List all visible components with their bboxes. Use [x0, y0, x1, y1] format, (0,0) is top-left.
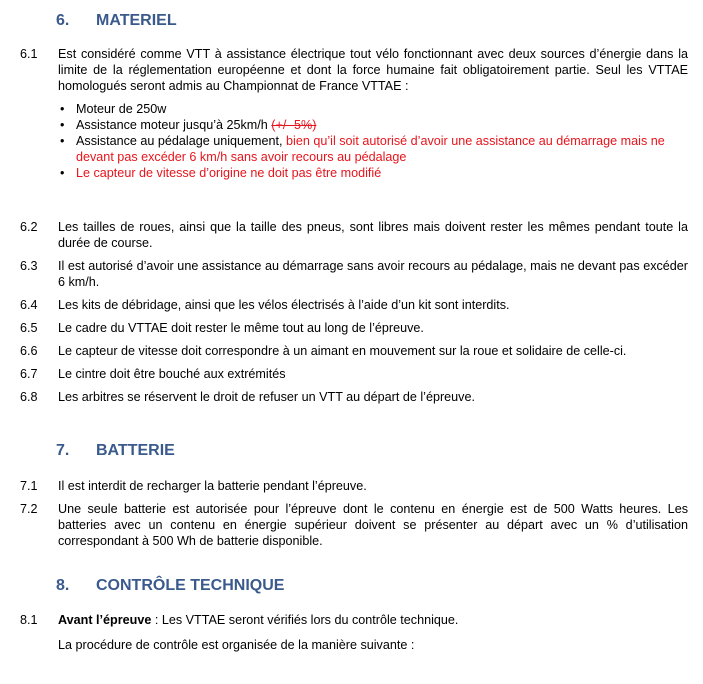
bullet-item [58, 133, 690, 165]
article-7-1 [20, 478, 688, 494]
article-text [58, 612, 688, 628]
article-number: 6.5 [20, 321, 38, 335]
article-number: 8.1 [20, 613, 38, 627]
article-text: Le cintre doit être bouché aux extrémités [58, 367, 286, 381]
article-6-6 [20, 343, 688, 359]
paragraph-text: La procédure de contrôle est organisée de la manière suivante : [58, 638, 415, 652]
article-text: Il est interdit de recharger la batterie pendant l’épreuve. [58, 479, 367, 493]
bullet-item [58, 117, 690, 133]
red-amendment-text: Le capteur de vitesse d’origine ne doit pas être modifié [76, 166, 382, 180]
materiel-bullet-list [58, 101, 690, 181]
article-7-2 [20, 501, 688, 549]
article-text: Le capteur de vitesse doit correspondre à un aimant en mouvement sur la roue et solidaire de celle-ci. [58, 344, 627, 358]
section-heading-batterie [56, 442, 175, 460]
article-number: 6.4 [20, 298, 38, 312]
article-number: 6.3 [20, 259, 38, 273]
article-6-4 [20, 297, 688, 313]
article-text: Une seule batterie est autorisée pour l’épreuve dont le contenu en énergie est de 500 Watts heures. Les batteries avec un contenu en énergie supérieur doivent se présenter au départ avec un % d’utilisation correspondant à 500 Wh de batterie disponible. [58, 502, 688, 548]
article-text: Il est autorisé d’avoir une assistance au démarrage sans avoir recours au pédalage, mais ne devant pas excéder 6 km/h. [58, 259, 688, 289]
article-6-5 [20, 320, 688, 336]
section-title: BATTERIE [96, 442, 175, 459]
article-6-3 [20, 258, 688, 290]
article-text: Le cadre du VTTAE doit rester le même tout au long de l’épreuve. [58, 321, 424, 335]
section-heading-controle-technique [56, 577, 284, 595]
section-number: 8. [56, 577, 70, 594]
article-8-1 [20, 612, 688, 628]
article-6-8 [20, 389, 688, 405]
bullet-text: Assistance au pédalage uniquement, [76, 134, 287, 148]
bullet-text: Moteur de 250w [76, 102, 167, 116]
article-number: 6.8 [20, 390, 38, 404]
article-text: Les kits de débridage, ainsi que les vélos électrisés à l’aide d’un kit sont interdits. [58, 298, 510, 312]
red-amendment-text: bien qu’il soit autorisé d’avoir une assistance au démarrage mais ne devant pas excéder 6 km/h sans avoir recours au pédalage [76, 134, 665, 164]
bullet-item [58, 165, 690, 181]
bold-lead: Avant l’épreuve [58, 613, 152, 627]
section-number: 7. [56, 442, 70, 459]
article-number: 7.2 [20, 502, 38, 516]
bullet-item [58, 101, 690, 117]
section-number: 6. [56, 12, 70, 29]
article-6-7 [20, 366, 688, 382]
section-title: MATERIEL [96, 12, 177, 29]
article-number: 6.2 [20, 220, 38, 234]
article-number: 6.1 [20, 47, 38, 61]
section-heading-materiel [56, 12, 177, 30]
section-title: CONTRÔLE TECHNIQUE [96, 577, 285, 594]
article-body: : Les VTTAE seront vérifiés lors du contrôle technique. [151, 613, 459, 627]
bullet-text: Assistance moteur jusqu’à 25km/h [76, 118, 272, 132]
article-number: 7.1 [20, 479, 38, 493]
procedure-paragraph [20, 637, 688, 653]
article-text: Les tailles de roues, ainsi que la taille des pneus, sont libres mais doivent rester les mêmes pendant toute la durée de course. [58, 220, 688, 250]
article-6-1 [20, 46, 688, 94]
article-text: Les arbitres se réservent le droit de refuser un VTT au départ de l’épreuve. [58, 390, 475, 404]
struck-text: (+/- 5%) [271, 118, 317, 132]
article-number: 6.6 [20, 344, 38, 358]
article-text: Est considéré comme VTT à assistance électrique tout vélo fonctionnant avec deux sources d’énergie dans la limite de la réglementation européenne et dont la force humaine fait obligatoirement partie. Seul les VTTAE homologués seront admis au Championnat de France VTTAE : [58, 47, 688, 93]
article-number: 6.7 [20, 367, 38, 381]
article-6-2 [20, 219, 688, 251]
